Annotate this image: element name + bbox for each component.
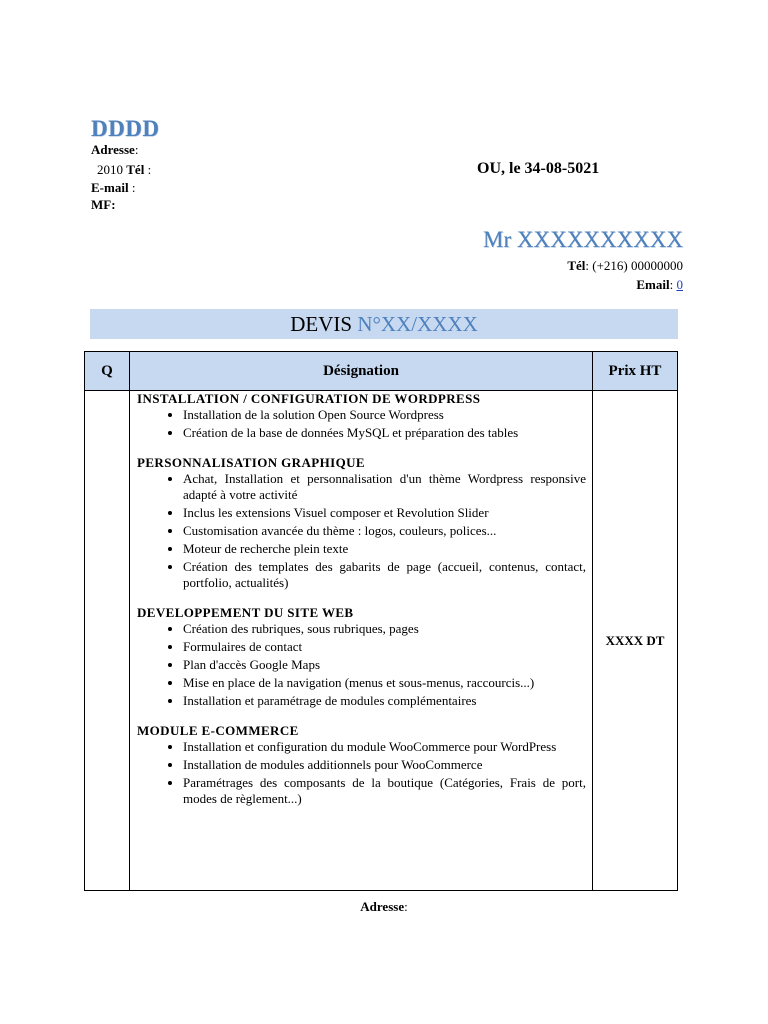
email-colon: :	[131, 180, 136, 195]
company-mf	[91, 196, 116, 214]
postal-code: 2010	[97, 162, 123, 177]
list-item: • Création des templates des gabarits de page (accueil, contenus, contact, portfolio, actualités)	[183, 559, 586, 591]
footer-address	[0, 899, 768, 915]
header-q: Q	[85, 352, 130, 391]
cell-q	[85, 391, 130, 891]
company-email	[91, 179, 135, 197]
list-item: • Création de la base de données MySQL et préparation des tables	[183, 425, 586, 441]
quote-table	[84, 351, 678, 891]
tel-label: Tél	[126, 162, 145, 177]
table-row	[85, 391, 678, 891]
client-email-link[interactable]: 0	[676, 277, 683, 292]
list-item: • Plan d'accès Google Maps	[183, 657, 586, 673]
list-item: • Installation de la solution Open Source Wordpress	[183, 407, 586, 423]
list-item: • Formulaires de contact	[183, 639, 586, 655]
section-title: MODULE E-COMMERCE	[137, 723, 299, 738]
cell-designation	[130, 391, 593, 891]
email-label: E-mail	[91, 180, 129, 195]
section-items	[137, 407, 586, 441]
section-items	[137, 739, 586, 807]
section-title: INSTALLATION / CONFIGURATION DE WORDPRESS	[137, 391, 481, 406]
footer-address-label: Adresse	[360, 899, 405, 914]
company-name: DDDD	[91, 116, 160, 141]
footer-address-colon: :	[404, 899, 408, 914]
list-item: • Installation de modules additionnels pour WooCommerce	[183, 757, 586, 773]
list-item: • Customisation avancée du thème : logos, couleurs, polices...	[183, 523, 586, 539]
section	[137, 605, 586, 709]
company-phone	[97, 161, 151, 179]
list-item: • Installation et paramétrage de modules complémentaires	[183, 693, 586, 709]
client-tel-value: : (+216) 00000000	[585, 258, 683, 273]
section-title: PERSONNALISATION GRAPHIQUE	[137, 455, 365, 470]
header-designation: Désignation	[130, 352, 593, 391]
section-title: DEVELOPPEMENT DU SITE WEB	[137, 605, 354, 620]
address-label: Adresse	[91, 142, 135, 157]
address-colon: :	[134, 142, 139, 157]
company-address	[91, 141, 138, 159]
list-item: • Mise en place de la navigation (menus et sous-menus, raccourcis...)	[183, 675, 586, 691]
list-item: • Achat, Installation et personnalisation d'un thème Wordpress responsive adapté à votre activité	[183, 471, 586, 503]
section	[137, 391, 586, 441]
quote-number: N°XX/XXXX	[357, 312, 478, 336]
client-name: Mr XXXXXXXXXX	[483, 227, 683, 252]
list-item: • Installation et configuration du module WooCommerce pour WordPress	[183, 739, 586, 755]
section-items	[137, 471, 586, 591]
mf-label: MF:	[91, 197, 116, 212]
quote-prefix: DEVIS	[290, 312, 353, 336]
client-email	[636, 276, 683, 294]
list-item: • Moteur de recherche plein texte	[183, 541, 586, 557]
cell-price: XXXX DT	[593, 391, 678, 891]
header-price: Prix HT	[593, 352, 678, 391]
place-date: OU, le 34-08-5021	[477, 160, 600, 177]
table-header-row	[85, 352, 678, 391]
section	[137, 723, 586, 807]
list-item: • Inclus les extensions Visuel composer et Revolution Slider	[183, 505, 586, 521]
client-phone	[567, 257, 683, 275]
client-tel-label: Tél	[567, 258, 586, 273]
tel-colon: :	[147, 162, 152, 177]
list-item: • Paramétrages des composants de la boutique (Catégories, Frais de port, modes de règlement...)	[183, 775, 586, 807]
quote-banner	[90, 309, 678, 339]
section-items	[137, 621, 586, 709]
section	[137, 455, 586, 591]
list-item: • Création des rubriques, sous rubriques, pages	[183, 621, 586, 637]
client-email-label: Email	[636, 277, 670, 292]
client-email-colon: :	[669, 277, 674, 292]
